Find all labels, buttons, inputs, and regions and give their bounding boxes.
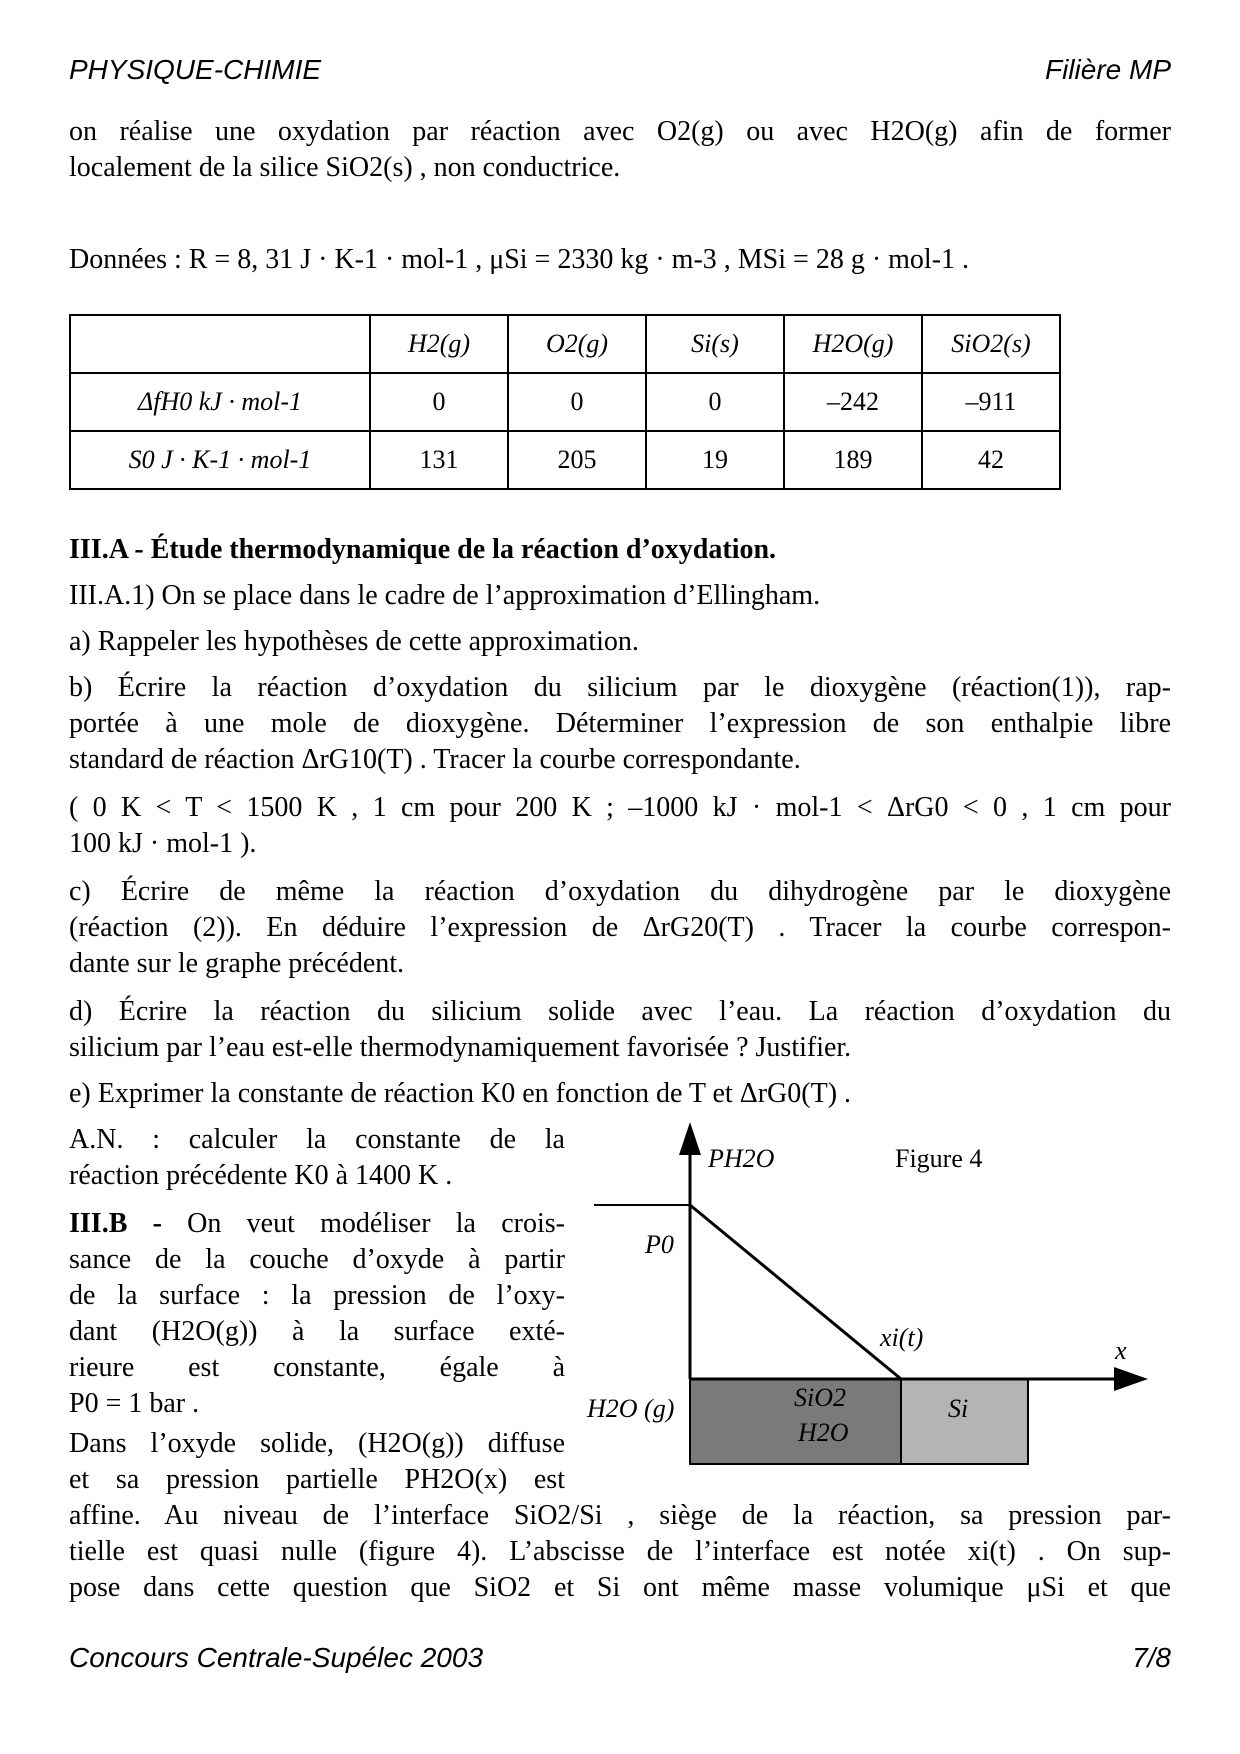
question-d <box>69 994 1171 1066</box>
table-row-label: S0 J · K-1 · mol-1 <box>70 431 370 489</box>
section-b-line: dant (H2O(g)) à la surface exté- <box>69 1316 565 1347</box>
table-header-cell: O2(g) <box>508 315 646 373</box>
question-b-line: portée à une mole de dioxygène. Déterminer l’expression de son enthalpie libre <box>69 708 1171 739</box>
p0-label: P0 <box>645 1230 674 1259</box>
table-cell: 0 <box>370 373 508 431</box>
table-header-row <box>70 315 1060 373</box>
table-cell: 0 <box>508 373 646 431</box>
final-paragraph <box>69 1498 1171 1606</box>
figure-4-diagram <box>580 1115 1180 1495</box>
header-right: Filière MP <box>1044 54 1171 85</box>
question-c-line: dante sur le graphe précédent. <box>69 948 405 979</box>
table-cell: 0 <box>646 373 784 431</box>
section-b-paragraph <box>69 1206 565 1422</box>
table-header-cell: H2(g) <box>370 315 508 373</box>
table-header-cell: H2O(g) <box>784 315 922 373</box>
pressure-profile-line <box>690 1205 901 1379</box>
range-line: ( 0 K < T < 1500 K , 1 cm pour 200 K ; –1000 kJ · mol-1 < ΔrG0 < 0 , 1 cm pour <box>69 792 1171 823</box>
an-paragraph <box>69 1122 565 1194</box>
table-cell: 189 <box>784 431 922 489</box>
intro-line-1: on réalise une oxydation par réaction avec O2(g) ou avec H2O(g) afin de former <box>69 116 1171 147</box>
section-b-line: de la surface : la pression de l’oxy- <box>69 1280 565 1311</box>
section-b-line: III.B - On veut modéliser la crois- <box>69 1208 565 1239</box>
question-b-line: standard de réaction ΔrG10(T) . Tracer la courbe correspondante. <box>69 744 801 775</box>
question-a: a) Rappeler les hypothèses de cette approximation. <box>69 626 639 657</box>
table-cell: –911 <box>922 373 1060 431</box>
diffusion-paragraph <box>69 1426 565 1498</box>
section-b-line: sance de la couche d’oxyde à partir <box>69 1244 565 1275</box>
diffusion-line: et sa pression partielle PH2O(x) est <box>69 1464 565 1495</box>
intro-line-2: localement de la silice SiO2(s) , non conductrice. <box>69 152 621 183</box>
intro-paragraph <box>69 114 1171 186</box>
an-line: réaction précédente K0 à 1400 K . <box>69 1160 453 1191</box>
header-left: PHYSIQUE-CHIMIE <box>69 54 322 85</box>
question-c <box>69 874 1171 982</box>
figure-title: Figure 4 <box>895 1144 983 1173</box>
final-line: pose dans cette question que SiO2 et Si ont même masse volumique μSi et que <box>69 1572 1171 1603</box>
section-a-title: III.A - Étude thermodynamique de la réaction d’oxydation. <box>69 534 777 565</box>
table-row <box>70 431 1060 489</box>
table-row-label: ΔfH0 kJ · mol-1 <box>70 373 370 431</box>
question-c-line: (réaction (2)). En déduire l’expression de ΔrG20(T) . Tracer la courbe correspon- <box>69 912 1171 943</box>
table-header-cell: SiO2(s) <box>922 315 1060 373</box>
oxide-label-1: SiO2 <box>794 1383 846 1412</box>
final-line: affine. Au niveau de l’interface SiO2/Si , siège de la réaction, sa pression par- <box>69 1500 1171 1531</box>
silicon-label: Si <box>948 1394 969 1423</box>
question-e: e) Exprimer la constante de réaction K0 en fonction de T et ΔrG0(T) . <box>69 1078 852 1109</box>
question-b <box>69 670 1171 778</box>
table-cell: –242 <box>784 373 922 431</box>
question-b-range <box>69 790 1171 862</box>
thermo-data-table <box>69 314 1061 490</box>
xi-label: xi(t) <box>880 1323 924 1352</box>
section-b-lead: III.B - <box>69 1208 162 1239</box>
question-a1: III.A.1) On se place dans le cadre de l’approximation d’Ellingham. <box>69 580 821 611</box>
footer-left: Concours Centrale-Supélec 2003 <box>69 1642 484 1673</box>
an-line: A.N. : calculer la constante de la <box>69 1124 565 1155</box>
table-cell: 42 <box>922 431 1060 489</box>
table-cell: 205 <box>508 431 646 489</box>
table-cell: 131 <box>370 431 508 489</box>
diffusion-line: Dans l’oxyde solide, (H2O(g)) diffuse <box>69 1428 565 1459</box>
table-cell: 19 <box>646 431 784 489</box>
table-row <box>70 373 1060 431</box>
question-d-line: d) Écrire la réaction du silicium solide avec l’eau. La réaction d’oxydation du <box>69 996 1171 1027</box>
section-b-line: P0 = 1 bar . <box>69 1388 200 1419</box>
question-b-line: b) Écrire la réaction d’oxydation du silicium par le dioxygène (réaction(1)), rap- <box>69 672 1171 703</box>
question-d-line: silicium par l’eau est-elle thermodynamiquement favorisée ? Justifier. <box>69 1032 852 1063</box>
gas-region-label: H2O (g) <box>587 1394 675 1423</box>
table-header-cell <box>70 315 370 373</box>
y-axis-label: PH2O <box>708 1144 775 1173</box>
oxide-label-2: H2O <box>798 1418 849 1447</box>
section-b-line: rieure est constante, égale à <box>69 1352 565 1383</box>
donnees-line: Données : R = 8, 31 J · K-1 · mol-1 , μSi = 2330 kg · m-3 , MSi = 28 g · mol-1 . <box>69 244 970 275</box>
x-axis-arrow-icon <box>1114 1367 1148 1391</box>
table-header-cell: Si(s) <box>646 315 784 373</box>
y-axis-arrow-icon <box>679 1122 701 1155</box>
footer-right: 7/8 <box>1132 1642 1171 1673</box>
final-line: tielle est quasi nulle (figure 4). L’abscisse de l’interface est notée xi(t) . On sup- <box>69 1536 1171 1567</box>
range-line: 100 kJ · mol-1 ). <box>69 828 257 859</box>
question-c-line: c) Écrire de même la réaction d’oxydation du dihydrogène par le dioxygène <box>69 876 1171 907</box>
x-axis-label: x <box>1115 1336 1127 1365</box>
